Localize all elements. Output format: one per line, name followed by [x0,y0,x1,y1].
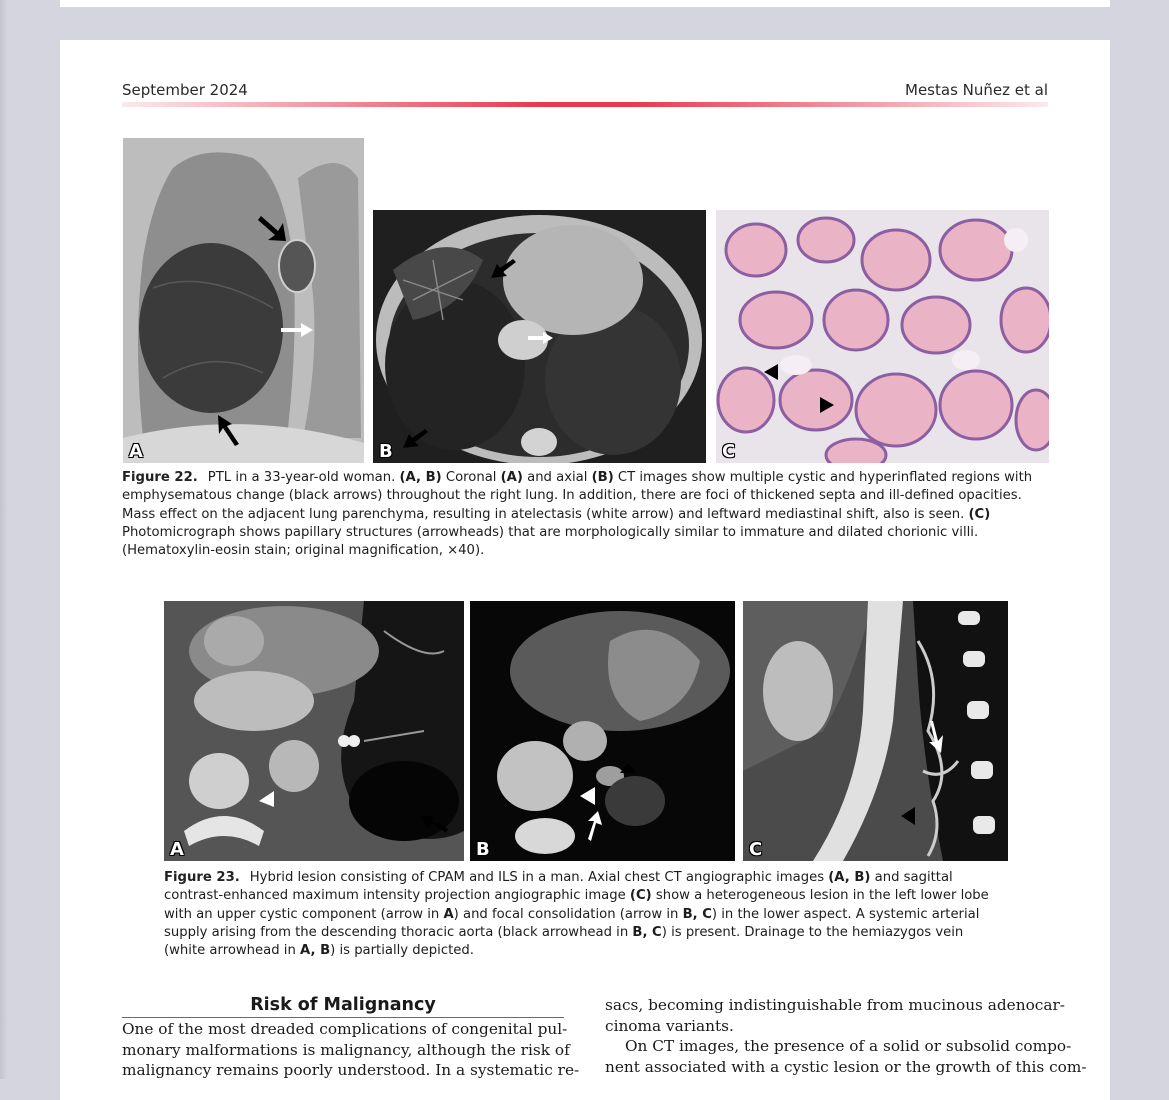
figure23-panel-b-label: B [476,839,490,860]
figure22-caption-text: PTL in a 33-year-old woman. (A, B) Coronal (A) and axial (B) CT images show multiple cystic and hyperinflated regions with emphysematous change (black arrows) throughout the right lung. In addition, there are foci of thickened septa and ill-defined opacities. Mass effect on the adjacent lung parenchyma, resulting in atelectasis (white arrow) and leftward mediastinal shift, also is seen. (C) Photomicrograph shows papillary structures (arrowheads) that are morphologically similar to immature and dilated chorionic villi. (Hematoxylin-eosin stain; original magnification, ×40). [122,470,1033,559]
figure22-panel-a-label: A [129,441,143,462]
figure22-caption [122,469,1048,560]
header-rule [122,102,1048,107]
body-line: cinoma variants. [605,1016,734,1035]
running-header-authors: Mestas Nuñez et al [905,81,1048,99]
figure23-panel-c-label: C [749,839,763,860]
figure23-panel-b-axial-ct [470,601,735,861]
figure23-panel-a-label: A [170,839,184,860]
left-column-text [122,1019,580,1081]
body-line: malignancy remains poorly understood. In a systematic re- [122,1061,580,1079]
figure22-panel-c-photomicrograph [716,210,1049,463]
figure23-panel-c-sagittal-mip [743,601,1008,861]
body-line: One of the most dreaded complications of congenital pul- [122,1020,568,1038]
previous-page-bottom [60,0,1110,7]
figure22-panel-c-label: C [722,441,736,462]
body-line: On CT images, the presence of a solid or subsolid compo- [625,1037,1072,1055]
figure23-caption-text: Hybrid lesion consisting of CPAM and ILS in a man. Axial chest CT angiographic images (A, B) and sagittal contrast-enhanced maximum intensity projection angiographic image (C) show a heterogeneous lesion in the left lower lobe with an upper cystic component (arrow in A) and focal consolidation (arrow in B, C) in the lower aspect. A systemic arterial supply arising from the descending thoracic aorta (black arrowhead in B, C) is present. Drainage to the hemiazygos vein (white arrowhead in A, B) is partially depicted. [164,870,989,959]
running-header-date: September 2024 [122,81,248,99]
figure23-caption-label: Figure 23. [164,870,240,885]
section-heading: Risk of Malignancy [122,995,564,1018]
figure23-panel-a-axial-ct [164,601,464,861]
figure23-caption [164,869,1008,960]
viewer-edge-shadow [0,0,8,1079]
figure22-panel-a-coronal-ct [123,138,364,463]
right-column-text [605,995,1087,1077]
figure22-panel-b-label: B [379,441,393,462]
body-line: monary malformations is malignancy, although the risk of [122,1040,570,1059]
figure22-panel-b-axial-ct [373,210,706,463]
body-line: sacs, becoming indistinguishable from mucinous adenocar- [605,996,1065,1014]
body-line: nent associated with a cystic lesion or the growth of this com- [605,1057,1087,1076]
document-page [60,40,1110,1100]
figure22-caption-label: Figure 22. [122,470,198,485]
